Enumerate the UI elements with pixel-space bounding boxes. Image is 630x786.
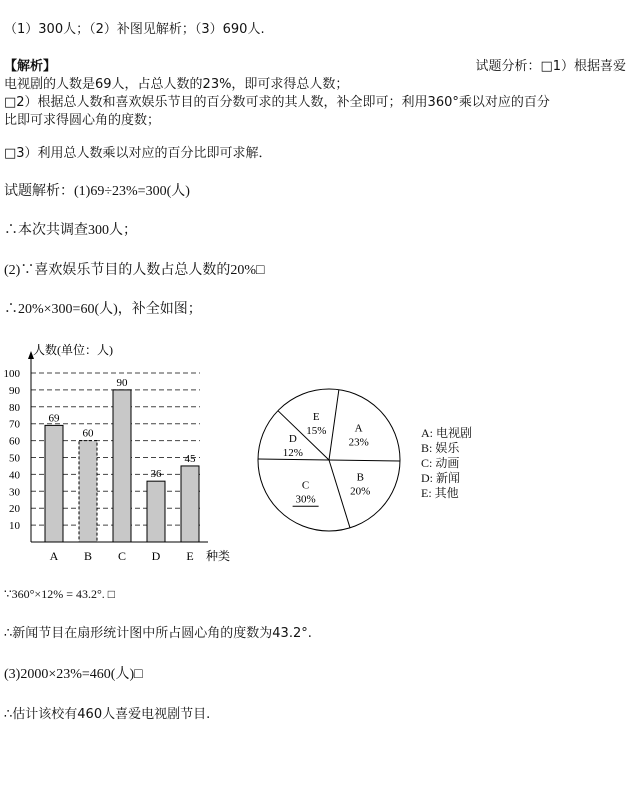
after-line-3: (3)2000×23%=460(人)□	[4, 667, 143, 682]
bar-value-label: 36	[150, 468, 162, 481]
pie-slice-percent: 23%	[348, 436, 369, 449]
solution-line-1: 试题解析：(1)69÷23%=300(人)	[4, 184, 190, 199]
bar-value-label: 69	[48, 412, 60, 425]
jiexi-heading: 【解析】	[4, 59, 57, 74]
bar-value-label: 60	[82, 427, 94, 440]
bar-value-label: 45	[184, 452, 196, 465]
legend-item-a: A: 电视剧	[421, 426, 473, 440]
x-tick-label: D	[151, 549, 161, 563]
y-tick-label: 100	[3, 368, 20, 380]
pie-slice-percent: 30%	[295, 493, 316, 506]
after-line-2: ∴新闻节目在扇形统计图中所占圆心角的度数为43.2°.	[4, 626, 312, 641]
pie-slice-b	[329, 460, 400, 461]
solution-line-4: ∴20%×300=60(人)，补全如图；	[4, 302, 202, 317]
x-tick-label: A	[49, 549, 59, 563]
legend-item-b: B: 娱乐	[421, 441, 460, 455]
bar-e	[181, 466, 199, 542]
x-tick-label: B	[83, 549, 93, 563]
pie-slice-a	[329, 390, 339, 460]
bar-d	[147, 481, 165, 542]
bar-a	[45, 425, 63, 542]
y-tick-label: 80	[9, 401, 20, 414]
pie-slice-percent: 12%	[282, 447, 303, 460]
pie-slice-percent: 15%	[306, 425, 327, 438]
analysis-label: 试题分析：□1）根据喜爱	[475, 59, 626, 74]
pie-slice-letter: E	[312, 411, 320, 424]
y-tick-label: 30	[9, 486, 20, 499]
legend-item-e: E: 其他	[421, 486, 459, 500]
x-axis-label: 种类	[206, 549, 231, 563]
y-tick-label: 50	[9, 452, 20, 465]
pie-slice-c	[329, 460, 350, 528]
pie-slice-letter: D	[288, 433, 297, 446]
bar-chart	[0, 338, 240, 568]
pie-slice-d	[258, 459, 329, 460]
y-tick-label: 20	[9, 503, 20, 516]
answer-line: （1）300人；（2）补图见解析；（3）690人.	[4, 22, 265, 37]
y-tick-label: 40	[9, 469, 20, 482]
legend-item-d: D: 新闻	[421, 471, 461, 485]
y-tick-label: 70	[9, 418, 20, 431]
after-line-1: ∵360°×12% = 43.2°. □	[4, 587, 116, 601]
analysis-line-2: □2）根据总人数和喜欢娱乐节目的百分数可求的其人数，补全即可；利用360°乘以对应的百分	[4, 95, 550, 110]
pie-legend	[421, 426, 472, 501]
x-tick-label: C	[117, 549, 127, 563]
y-tick-label: 90	[9, 384, 20, 397]
bar-c	[113, 390, 131, 542]
after-line-4: ∴估计该校有460人喜爱电视剧节目.	[4, 707, 211, 722]
analysis-line-4: □3）利用总人数乘以对应的百分比即可求解．	[4, 146, 272, 161]
solution-line-2: ∴本次共调查300人；	[4, 223, 137, 238]
x-tick-label: E	[186, 549, 194, 563]
y-tick-label: 60	[9, 435, 20, 448]
pie-slice-letter: B	[356, 471, 364, 484]
pie-slice-percent: 20%	[350, 485, 371, 498]
y-tick-label: 10	[9, 520, 20, 533]
solution-line-3: (2)∵喜欢娱乐节目的人数占总人数的20%□	[4, 263, 265, 278]
analysis-line-3: 比即可求得圆心角的度数；	[4, 113, 161, 128]
analysis-line-1: 电视剧的人数是69人，占总人数的23%，即可求得总人数；	[4, 77, 349, 92]
bar-b	[79, 441, 97, 542]
pie-slice-letter: A	[354, 422, 363, 435]
legend-item-c: C: 动画	[421, 456, 460, 470]
y-axis-label: 人数(单位：人)	[33, 343, 113, 357]
pie-slice-letter: C	[301, 479, 310, 492]
bar-value-label: 90	[116, 376, 128, 389]
